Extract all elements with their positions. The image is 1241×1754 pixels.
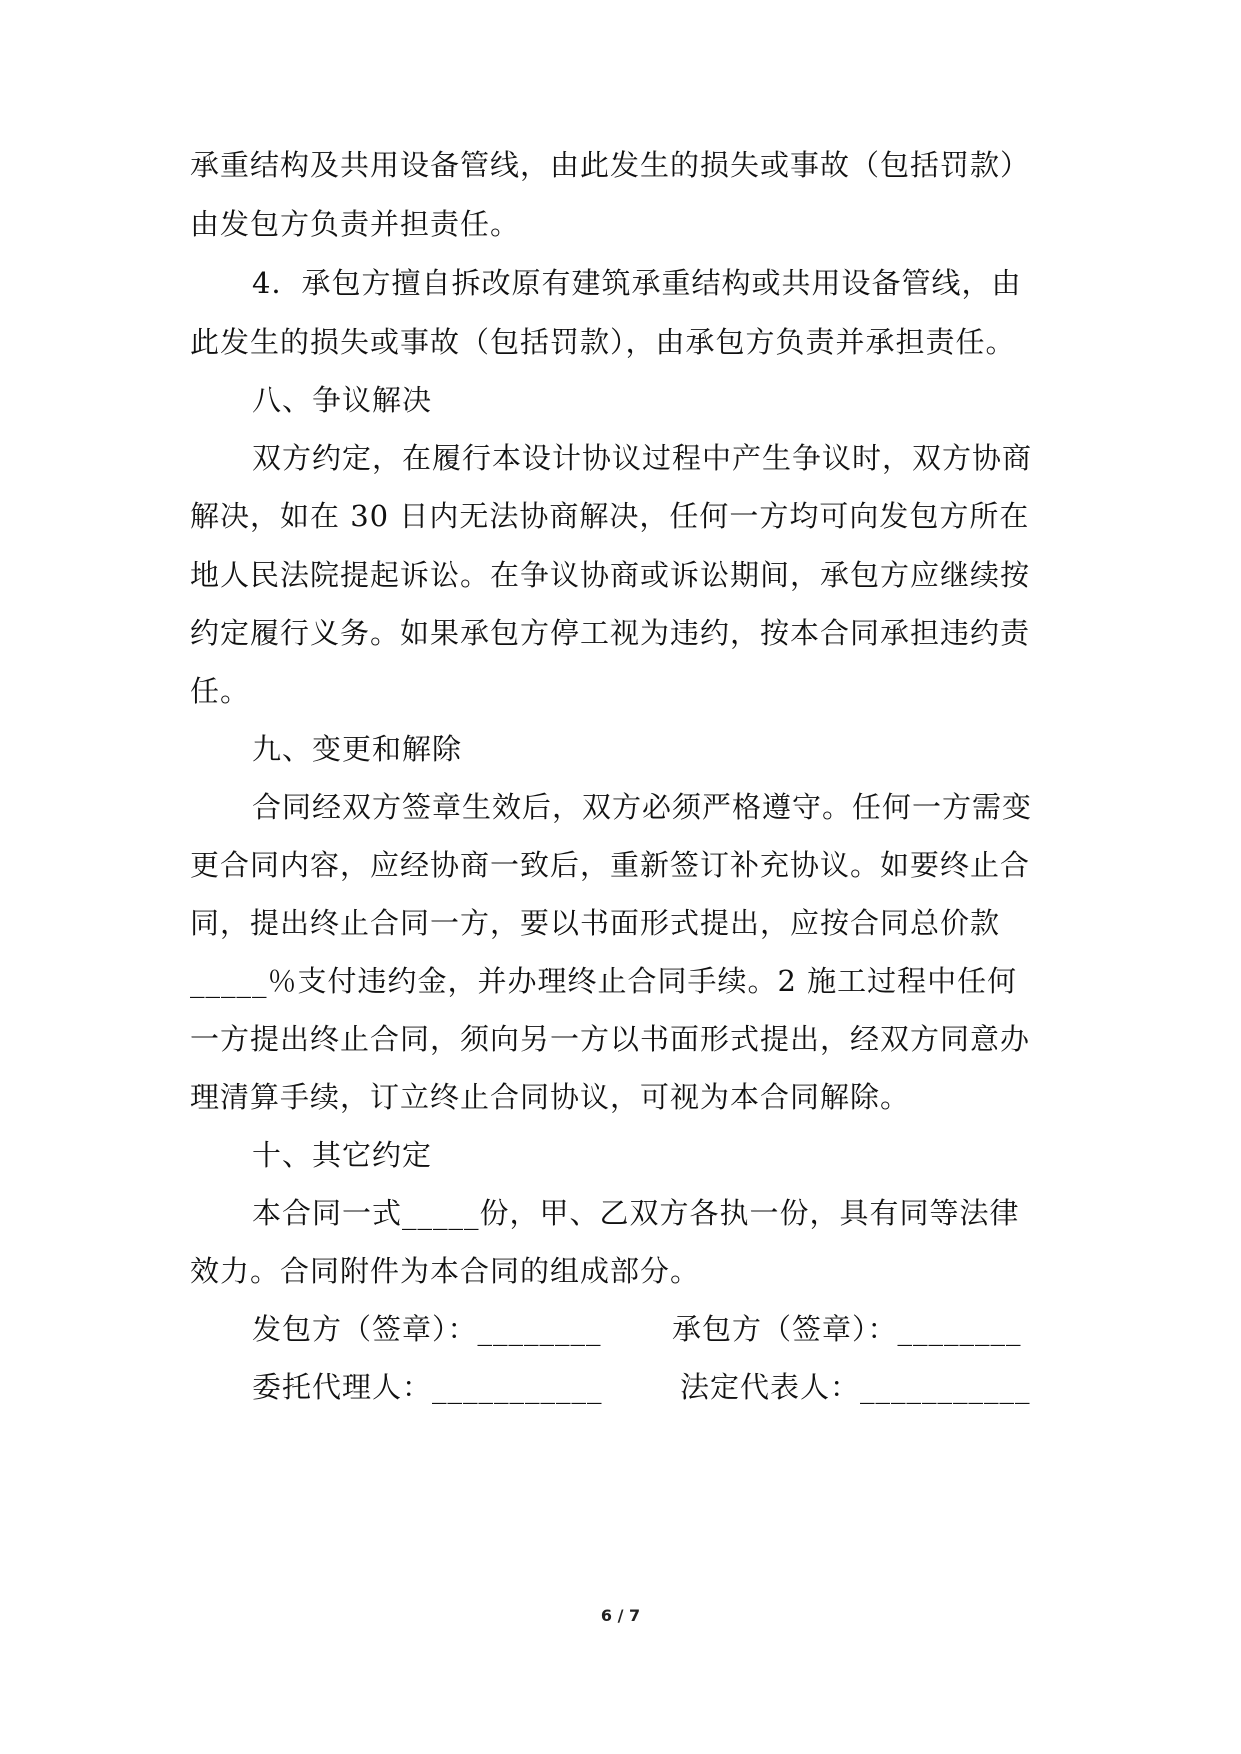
paragraph-line: 本合同一式_____份，甲、乙双方各执一份，具有同等法律	[252, 1196, 1020, 1230]
paragraph-line: _____％支付违约金，并办理终止合同手续。2 施工过程中任何	[190, 964, 1018, 998]
paragraph-line: 效力。合同附件为本合同的组成部分。	[190, 1254, 701, 1288]
paragraph-line: 承重结构及共用设备管线，由此发生的损失或事故（包括罚款）	[190, 148, 1031, 182]
legal-rep-line: 法定代表人：___________	[680, 1370, 1031, 1404]
paragraph-line: 双方约定，在履行本设计协议过程中产生争议时，双方协商	[252, 441, 1033, 475]
employer-seal-line: 发包方（签章）：________	[252, 1312, 602, 1346]
page-number: 6 / 7	[600, 1606, 641, 1625]
contractor-seal-line: 承包方（签章）：________	[672, 1312, 1022, 1346]
paragraph-line: 任。	[190, 674, 251, 708]
section-heading-dispute: 八、争议解决	[252, 383, 433, 417]
paragraph-line: 此发生的损失或事故（包括罚款），由承包方负责并承担责任。	[190, 325, 1016, 359]
agent-line: 委托代理人：___________	[252, 1370, 603, 1404]
paragraph-line: 理清算手续，订立终止合同协议，可视为本合同解除。	[190, 1080, 911, 1114]
paragraph-line: 合同经双方签章生效后，双方必须严格遵守。任何一方需变	[252, 790, 1033, 824]
paragraph-line: 约定履行义务。如果承包方停工视为违约，按本合同承担违约责	[190, 616, 1031, 650]
paragraph-line: 地人民法院提起诉讼。在争议协商或诉讼期间，承包方应继续按	[190, 558, 1031, 592]
section-heading-change: 九、变更和解除	[252, 732, 463, 766]
paragraph-line: 更合同内容，应经协商一致后，重新签订补充协议。如要终止合	[190, 848, 1031, 882]
paragraph-line: 由发包方负责并担责任。	[190, 207, 521, 241]
section-heading-other: 十、其它约定	[252, 1138, 433, 1172]
paragraph-line: 一方提出终止合同，须向另一方以书面形式提出，经双方同意办	[190, 1022, 1031, 1056]
clause-4-line: 4．承包方擅自拆改原有建筑承重结构或共用设备管线，由	[252, 266, 1022, 300]
paragraph-line: 解决，如在 30 日内无法协商解决，任何一方均可向发包方所在	[190, 499, 1030, 533]
paragraph-line: 同，提出终止合同一方，要以书面形式提出，应按合同总价款	[190, 906, 1001, 940]
